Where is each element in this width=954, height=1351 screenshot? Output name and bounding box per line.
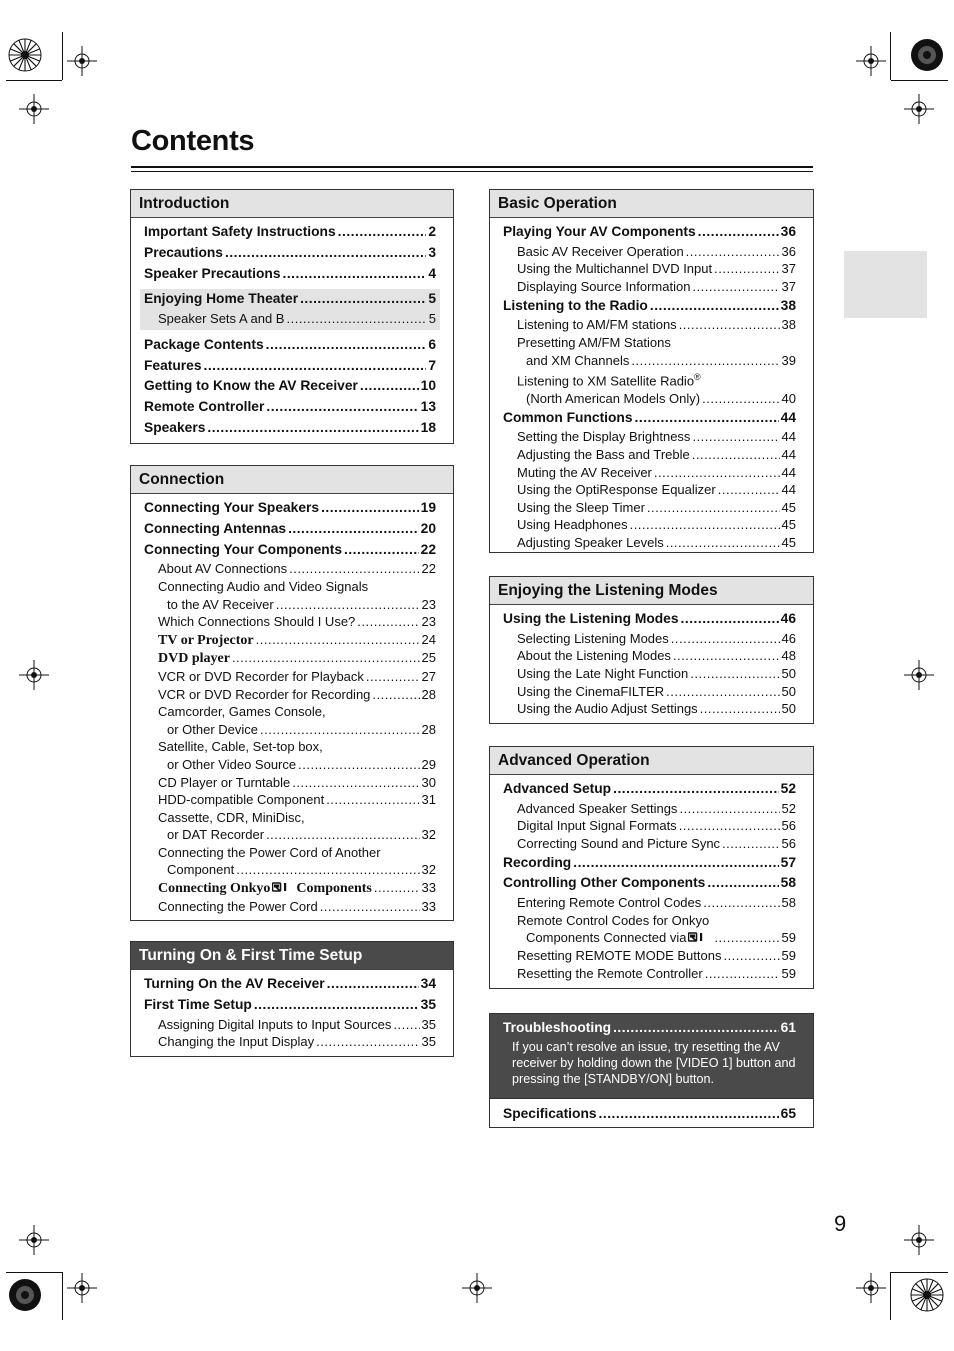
registration-target-icon: [904, 660, 934, 690]
toc-subentry[interactable]: Selecting Listening Modes ..... 46: [503, 630, 796, 648]
registration-target-icon: [67, 46, 97, 76]
toc-subentry[interactable]: Presetting AM/FM Stations: [517, 334, 671, 350]
toc-entry[interactable]: Troubleshooting ..... 61: [503, 1018, 796, 1039]
section-header: Basic Operation: [490, 190, 813, 218]
section-turning-on: [130, 941, 454, 1057]
toc-subentry[interactable]: Setting the Display Brightness ..... 44: [503, 428, 796, 446]
toc-subentry[interactable]: Cassette, CDR, MiniDisc,: [158, 809, 305, 825]
toc-subentry[interactable]: HDD-compatible Component ..... 31: [144, 791, 436, 809]
toc-entry[interactable]: Remote Controller ..... 13: [144, 397, 436, 418]
toc-subentry[interactable]: Basic AV Receiver Operation ..... 36: [503, 243, 796, 261]
toc-subentry[interactable]: Connecting the Power Cord ..... 33: [144, 898, 436, 916]
toc-subentry[interactable]: Changing the Input Display ..... 35: [144, 1033, 436, 1051]
toc-entry[interactable]: First Time Setup ..... 35: [144, 995, 436, 1016]
toc-subentry[interactable]: Remote Control Codes for Onkyo: [517, 912, 710, 928]
toc-entry[interactable]: Connecting Your Components ..... 22: [144, 540, 436, 561]
toc-subentry[interactable]: Resetting REMOTE MODE Buttons ..... 59: [503, 947, 796, 965]
toc-subentry[interactable]: VCR or DVD Recorder for Recording ..... 28: [144, 686, 436, 704]
toc-subentry[interactable]: About the Listening Modes ..... 48: [503, 647, 796, 665]
toc-subentry[interactable]: Satellite, Cable, Set-top box,: [158, 739, 323, 755]
toc-entry[interactable]: Advanced Setup ..... 52: [503, 779, 796, 800]
toc-subentry[interactable]: Connecting Audio and Video Signals: [158, 578, 369, 594]
toc-subentry[interactable]: Using Headphones ..... 45: [503, 516, 796, 534]
toc-entry[interactable]: Recording ..... 57: [503, 853, 796, 874]
toc-subentry[interactable]: Adjusting the Bass and Treble ..... 44: [503, 446, 796, 464]
toc-entry[interactable]: Connecting Your Speakers ..... 19: [144, 498, 436, 519]
toc-entry[interactable]: Using the Listening Modes ..... 46: [503, 609, 796, 630]
registration-target-icon: [904, 1225, 934, 1255]
toc-subentry[interactable]: Components Connected via ..... 59: [503, 929, 796, 947]
toc-subentry[interactable]: CD Player or Turntable ..... 30: [144, 774, 436, 792]
registration-target-icon: [67, 1273, 97, 1303]
section-header: Enjoying the Listening Modes: [490, 577, 813, 605]
toc-entry[interactable]: Speaker Precautions ..... 4: [144, 264, 436, 285]
toc-entry[interactable]: Important Safety Instructions ..... 2: [144, 222, 436, 243]
highlighted-entry-group: [140, 289, 440, 329]
toc-subentry[interactable]: Connecting the Power Cord of Another: [158, 844, 381, 860]
registration-target-icon: [19, 660, 49, 690]
toc-entry[interactable]: Package Contents ..... 6: [144, 335, 436, 356]
toc-subentry[interactable]: Listening to XM Satellite Radio®: [517, 372, 701, 389]
toc-subentry[interactable]: to the AV Receiver ..... 23: [144, 596, 436, 614]
toc-entry[interactable]: Getting to Know the AV Receiver ..... 10: [144, 376, 436, 397]
toc-entry[interactable]: Turning On the AV Receiver ..... 34: [144, 974, 436, 995]
toc-subentry[interactable]: Connecting Onkyo Components ..... 33: [144, 879, 436, 898]
section-header: Turning On & First Time Setup: [131, 942, 453, 970]
registration-target-icon: [19, 94, 49, 124]
registration-target-icon: [462, 1273, 492, 1303]
registration-wheel-icon: [8, 1278, 42, 1312]
toc-subentry[interactable]: Using the Late Night Function ..... 50: [503, 665, 796, 683]
side-tab: [844, 251, 927, 318]
toc-entry[interactable]: Speakers ..... 18: [144, 418, 436, 439]
toc-subentry[interactable]: or DAT Recorder ..... 32: [144, 826, 436, 844]
toc-subentry[interactable]: DVD player ..... 25: [144, 649, 436, 668]
toc-subentry[interactable]: Speaker Sets A and B ..... 5: [144, 310, 436, 328]
section-basic-operation: [489, 189, 814, 553]
toc-subentry[interactable]: Entering Remote Control Codes ..... 58: [503, 894, 796, 912]
section-header: Introduction: [131, 190, 453, 218]
toc-subentry[interactable]: VCR or DVD Recorder for Playback ..... 27: [144, 668, 436, 686]
page-title: Contents: [131, 125, 255, 157]
toc-entry[interactable]: Features ..... 7: [144, 356, 436, 377]
toc-subentry[interactable]: Adjusting Speaker Levels ..... 45: [503, 534, 796, 552]
toc-subentry[interactable]: Which Connections Should I Use? ..... 23: [144, 613, 436, 631]
toc-subentry[interactable]: Using the Multichannel DVD Input ..... 37: [503, 260, 796, 278]
toc-subentry[interactable]: Using the CinemaFILTER ..... 50: [503, 683, 796, 701]
ri-logo-icon: [272, 882, 294, 892]
registration-wheel-icon: [910, 38, 944, 72]
toc-subentry[interactable]: Displaying Source Information ..... 37: [503, 278, 796, 296]
toc-subentry[interactable]: Resetting the Remote Controller ..... 59: [503, 965, 796, 983]
title-rule: [131, 166, 813, 168]
toc-entry[interactable]: Playing Your AV Components ..... 36: [503, 222, 796, 243]
troubleshooting-note: If you can’t resolve an issue, try resetting the AV receiver by holding down the [VIDEO 1] button and pressing the [STANDBY/ON] button.: [512, 1039, 796, 1087]
registration-target-icon: [856, 1273, 886, 1303]
section-connection: [130, 465, 454, 921]
toc-subentry[interactable]: Using the Sleep Timer ..... 45: [503, 499, 796, 517]
section-introduction: [130, 189, 454, 444]
toc-subentry[interactable]: Digital Input Signal Formats ..... 56: [503, 817, 796, 835]
troubleshooting-panel: [490, 1014, 813, 1099]
toc-subentry[interactable]: Using the Audio Adjust Settings ..... 50: [503, 700, 796, 718]
toc-subentry[interactable]: and XM Channels ..... 39: [503, 352, 796, 370]
registration-wheel-icon: [910, 1278, 944, 1312]
toc-subentry[interactable]: Camcorder, Games Console,: [158, 704, 326, 720]
toc-entry[interactable]: Connecting Antennas ..... 20: [144, 519, 436, 540]
section-header: Connection: [131, 466, 453, 494]
toc-subentry[interactable]: Component ..... 32: [144, 861, 436, 879]
toc-subentry[interactable]: Listening to AM/FM stations ..... 38: [503, 316, 796, 334]
toc-subentry[interactable]: TV or Projector ..... 24: [144, 631, 436, 650]
toc-entry[interactable]: Controlling Other Components ..... 58: [503, 873, 796, 894]
registration-target-icon: [904, 94, 934, 124]
section-listening-modes: [489, 576, 814, 724]
section-advanced-operation: [489, 746, 814, 989]
registration-target-icon: [856, 46, 886, 76]
toc-subentry[interactable]: Assigning Digital Inputs to Input Sources ..... 35: [144, 1016, 436, 1034]
ri-logo-icon: [688, 932, 710, 942]
toc-entry[interactable]: Enjoying Home Theater ..... 5: [144, 289, 436, 310]
toc-subentry[interactable]: About AV Connections ..... 22: [144, 560, 436, 578]
toc-subentry[interactable]: Muting the AV Receiver ..... 44: [503, 464, 796, 482]
toc-subentry[interactable]: or Other Video Source ..... 29: [144, 756, 436, 774]
toc-subentry[interactable]: Correcting Sound and Picture Sync ..... 56: [503, 835, 796, 853]
toc-subentry[interactable]: (North American Models Only) ..... 40: [503, 390, 796, 408]
toc-subentry[interactable]: Using the OptiResponse Equalizer ..... 44: [503, 481, 796, 499]
section-header: Advanced Operation: [490, 747, 813, 775]
toc-entry[interactable]: Precautions ..... 3: [144, 243, 436, 264]
toc-entry[interactable]: Common Functions ..... 44: [503, 408, 796, 429]
registration-target-icon: [19, 1225, 49, 1255]
toc-entry[interactable]: Listening to the Radio ..... 38: [503, 296, 796, 317]
registration-wheel-icon: [8, 38, 42, 72]
section-troubleshooting: [489, 1013, 814, 1128]
toc-entry[interactable]: Specifications ..... 65: [503, 1104, 796, 1125]
toc-subentry[interactable]: or Other Device ..... 28: [144, 721, 436, 739]
toc-subentry[interactable]: Advanced Speaker Settings ..... 52: [503, 800, 796, 818]
page-number: 9: [834, 1211, 847, 1236]
title-rule: [131, 171, 813, 172]
